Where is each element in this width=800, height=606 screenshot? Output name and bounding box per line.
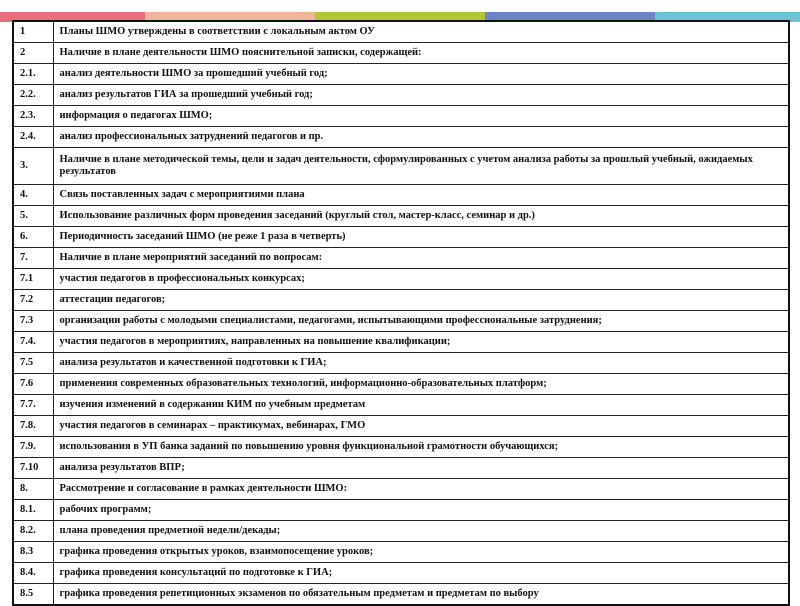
row-criterion: изучения изменений в содержании КИМ по учебным предметам (53, 395, 789, 416)
row-number: 7.8. (13, 416, 53, 437)
table-row (13, 353, 789, 374)
row-criterion: Рассмотрение и согласование в рамках деятельности ШМО: (53, 479, 789, 500)
row-number: 8.4. (13, 563, 53, 584)
row-number: 7.5 (13, 353, 53, 374)
table-row (13, 332, 789, 353)
table-row (13, 395, 789, 416)
row-criterion: анализ профессиональных затруднений педагогов и пр. (53, 127, 789, 148)
row-number: 2 (13, 43, 53, 64)
row-number: 8.5 (13, 584, 53, 606)
checklist-table (12, 20, 790, 606)
table-row (13, 106, 789, 127)
row-number: 4. (13, 185, 53, 206)
table-row (13, 416, 789, 437)
row-number: 7.4. (13, 332, 53, 353)
row-criterion: анализ результатов ГИА за прошедший учебный год; (53, 85, 789, 106)
table-row (13, 269, 789, 290)
table-row (13, 43, 789, 64)
table-row (13, 542, 789, 563)
table-row (13, 290, 789, 311)
table-row (13, 521, 789, 542)
row-number: 7.3 (13, 311, 53, 332)
row-criterion: участия педагогов в семинарах – практикумах, вебинарах, ГМО (53, 416, 789, 437)
row-number: 8.3 (13, 542, 53, 563)
row-criterion: Наличие в плане деятельности ШМО пояснительной записки, содержащей: (53, 43, 789, 64)
row-criterion: графика проведения репетиционных экзаменов по обязательным предметам и предметам по выбору (53, 584, 789, 606)
table-row (13, 85, 789, 106)
row-number: 7. (13, 248, 53, 269)
row-number: 8. (13, 479, 53, 500)
row-number: 1 (13, 21, 53, 43)
row-criterion: организации работы с молодыми специалистами, педагогами, испытывающими профессиональные затруднения; (53, 311, 789, 332)
table-row (13, 479, 789, 500)
row-number: 7.10 (13, 458, 53, 479)
row-number: 7.9. (13, 437, 53, 458)
row-number: 2.2. (13, 85, 53, 106)
table-row (13, 248, 789, 269)
table-row (13, 563, 789, 584)
table-row (13, 500, 789, 521)
row-criterion: графика проведения открытых уроков, взаимопосещение уроков; (53, 542, 789, 563)
row-number: 2.4. (13, 127, 53, 148)
table-row (13, 148, 789, 185)
row-number: 7.6 (13, 374, 53, 395)
row-criterion: анализа результатов ВПР; (53, 458, 789, 479)
table-row (13, 185, 789, 206)
row-criterion: информация о педагогах ШМО; (53, 106, 789, 127)
row-criterion: графика проведения консультаций по подготовке к ГИА; (53, 563, 789, 584)
row-number: 5. (13, 206, 53, 227)
row-number: 7.1 (13, 269, 53, 290)
row-number: 7.7. (13, 395, 53, 416)
row-number: 3. (13, 148, 53, 185)
table-row (13, 227, 789, 248)
row-criterion: Наличие в плане методической темы, цели и задач деятельности, сформулированных с учетом анализа работы за прошлый учебный, ожидаемых результатов (53, 148, 789, 185)
row-criterion: анализ деятельности ШМО за прошедший учебный год; (53, 64, 789, 85)
row-criterion: рабочих программ; (53, 500, 789, 521)
table-row (13, 584, 789, 606)
row-criterion: Периодичность заседаний ШМО (не реже 1 раза в четверть) (53, 227, 789, 248)
row-criterion: участия педагогов в профессиональных конкурсах; (53, 269, 789, 290)
table-row (13, 127, 789, 148)
row-criterion: Использование различных форм проведения заседаний (круглый стол, мастер-класс, семинар и др.) (53, 206, 789, 227)
row-criterion: Наличие в плане мероприятий заседаний по вопросам: (53, 248, 789, 269)
row-criterion: анализа результатов и качественной подготовки к ГИА; (53, 353, 789, 374)
table-row (13, 458, 789, 479)
row-number: 8.2. (13, 521, 53, 542)
row-criterion: аттестации педагогов; (53, 290, 789, 311)
row-number: 2.3. (13, 106, 53, 127)
table-row (13, 64, 789, 85)
row-number: 7.2 (13, 290, 53, 311)
table-row (13, 311, 789, 332)
row-number: 8.1. (13, 500, 53, 521)
row-criterion: применения современных образовательных технологий, информационно-образовательных платформ; (53, 374, 789, 395)
row-number: 2.1. (13, 64, 53, 85)
row-criterion: участия педагогов в мероприятиях, направленных на повышение квалификации; (53, 332, 789, 353)
row-criterion: плана проведения предметной недели/декады; (53, 521, 789, 542)
table-row (13, 374, 789, 395)
table-row (13, 437, 789, 458)
row-criterion: Связь поставленных задач с мероприятиями плана (53, 185, 789, 206)
row-criterion: Планы ШМО утверждены в соответствии с локальным актом ОУ (53, 21, 789, 43)
row-criterion: использования в УП банка заданий по повышению уровня функциональной грамотности обучающихся; (53, 437, 789, 458)
row-number: 6. (13, 227, 53, 248)
table-row (13, 21, 789, 43)
table-row (13, 206, 789, 227)
